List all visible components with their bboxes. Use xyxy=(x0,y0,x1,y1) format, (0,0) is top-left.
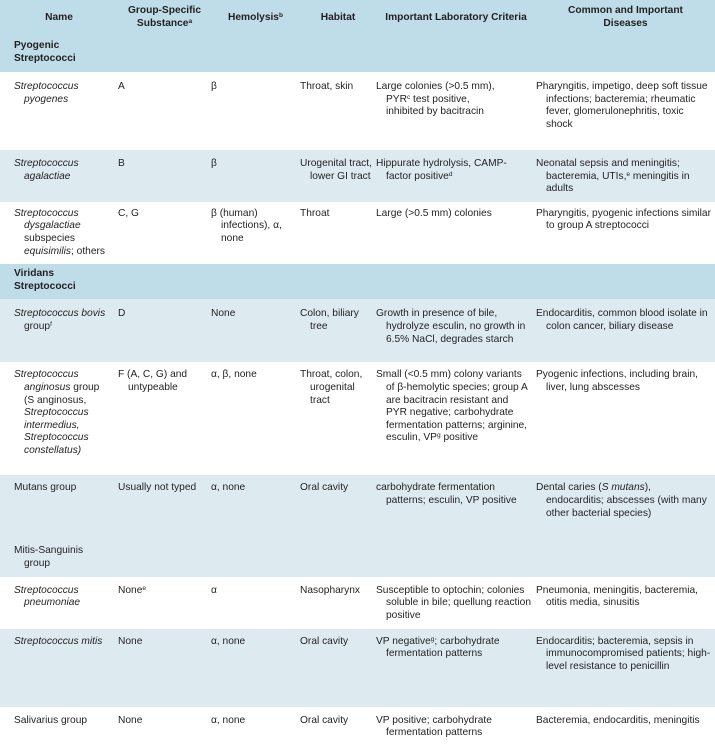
diseases-cell: Endocarditis, common blood isolate in colon cancer, biliary disease xyxy=(536,299,715,362)
habitat-cell: Throat xyxy=(300,202,376,264)
table-row xyxy=(0,577,715,629)
hemolysis-cell: α, none xyxy=(211,475,300,537)
col-group-substance: Group-Specific Substance$^a$ xyxy=(118,0,211,36)
habitat-cell: Colon, biliary tree xyxy=(300,299,376,362)
table-row xyxy=(0,150,715,202)
habitat-cell: Oral cavity xyxy=(300,475,376,537)
header-row xyxy=(0,0,715,36)
habitat-cell: Throat, skin xyxy=(300,72,376,150)
section-title-viridans: Viridans Streptococci xyxy=(0,264,118,299)
habitat-cell: Throat, colon, urogenital tract xyxy=(300,362,376,475)
group-cell: Usually not typed xyxy=(118,475,211,537)
group-cell: None xyxy=(118,629,211,707)
table-row xyxy=(0,72,715,150)
group-cell: C, G xyxy=(118,202,211,264)
hemolysis-cell: β xyxy=(211,72,300,150)
name-cell: Streptococcus pneumoniae xyxy=(0,577,118,629)
criteria-cell: Growth in presence of bile, hydrolyze esculin, no growth in 6.5% NaCl, degrades starch xyxy=(376,299,536,362)
col-diseases: Common and Important Diseases xyxy=(536,0,715,36)
table-row xyxy=(0,475,715,537)
name-cell: Streptococcus anginosus group (S anginosus, Streptococcus intermedius, Streptococcus constellatus) xyxy=(0,362,118,475)
diseases-cell: Pyogenic infections, including brain, liver, lung abscesses xyxy=(536,362,715,475)
criteria-cell: Hippurate hydrolysis, CAMP- factor positive$^d$ xyxy=(376,150,536,202)
diseases-cell: Pharyngitis, impetigo, deep soft tissue infections; bacteremia; rheumatic fever, glomerulonephritis, toxic shock xyxy=(536,72,715,150)
col-habitat: Habitat xyxy=(300,0,376,36)
group-cell: F (A, C, G) and untypeable xyxy=(118,362,211,475)
table-row xyxy=(0,707,715,748)
diseases-cell: Endocarditis; bacteremia, sepsis in immunocompromised patients; high-level resistance to penicillin xyxy=(536,629,715,707)
section-title-pyogenic: Pyogenic Streptococci xyxy=(0,36,118,72)
habitat-cell: Nasopharynx xyxy=(300,577,376,629)
name-cell: Streptococcus dysgalactiae subspecies equisimilis; others xyxy=(0,202,118,264)
col-criteria: Important Laboratory Criteria xyxy=(376,0,536,36)
criteria-cell: Large colonies (>0.5 mm), PYR$^c$ test positive, inhibited by bacitracin xyxy=(376,72,536,150)
diseases-cell: Pneumonia, meningitis, bacteremia, otitis media, sinusitis xyxy=(536,577,715,629)
criteria-cell: carbohydrate fermentation patterns; esculin, VP positive xyxy=(376,475,536,537)
hemolysis-cell: α, none xyxy=(211,629,300,707)
table-row xyxy=(0,629,715,707)
habitat-cell: Urogenital tract, lower GI tract xyxy=(300,150,376,202)
table-row xyxy=(0,362,715,475)
criteria-cell: Small (<0.5 mm) colony variants of β-hemolytic species; group A are bacitracin resistant and PYR negative; carbohydrate fermentation patterns; arginine, esculin, $VP^g$ positive xyxy=(376,362,536,475)
criteria-cell: Large (>0.5 mm) colonies xyxy=(376,202,536,264)
criteria-cell: Susceptible to optochin; colonies soluble in bile; quellung reaction positive xyxy=(376,577,536,629)
group-cell: None xyxy=(118,707,211,748)
criteria-cell: VP positive; carbohydrate fermentation patterns xyxy=(376,707,536,748)
hemolysis-cell: β xyxy=(211,150,300,202)
criteria-cell: VP negative$^g$; carbohydrate fermentation patterns xyxy=(376,629,536,707)
table-row xyxy=(0,299,715,362)
habitat-cell: Oral cavity xyxy=(300,629,376,707)
hemolysis-cell: None xyxy=(211,299,300,362)
col-name: Name xyxy=(0,0,118,36)
name-cell: Mutans group xyxy=(0,475,118,537)
diseases-cell: Pharyngitis, pyogenic infections similar to group A streptococci xyxy=(536,202,715,264)
group-cell: B xyxy=(118,150,211,202)
hemolysis-cell: α, β, none xyxy=(211,362,300,475)
hemolysis-cell: β (human) infections), α, none xyxy=(211,202,300,264)
hemolysis-cell: α, none xyxy=(211,707,300,748)
section-row-pyogenic xyxy=(0,36,715,72)
group-cell: None$^e$ xyxy=(118,577,211,629)
diseases-cell: Dental caries (S mutans), endocarditis; abscesses (with many other bacterial species) xyxy=(536,475,715,537)
col-hemolysis: Hemolysis$^b$ xyxy=(211,0,300,36)
section-row-viridans xyxy=(0,264,715,299)
hemolysis-cell: α xyxy=(211,577,300,629)
table-row xyxy=(0,202,715,264)
name-cell: Streptococcus bovis group$^f$ xyxy=(0,299,118,362)
name-cell: Streptococcus agalactiae xyxy=(0,150,118,202)
group-cell: D xyxy=(118,299,211,362)
habitat-cell: Oral cavity xyxy=(300,707,376,748)
name-cell: Salivarius group xyxy=(0,707,118,748)
group-cell: A xyxy=(118,72,211,150)
diseases-cell: Neonatal sepsis and meningitis; bacteremia, UTIs,$^e$ meningitis in adults xyxy=(536,150,715,202)
diseases-cell: Bacteremia, endocarditis, meningitis xyxy=(536,707,715,748)
section-row-mitis xyxy=(0,537,715,576)
subsection-title-mitis: Mitis-Sanguinis group xyxy=(0,537,118,576)
name-cell: Streptococcus mitis xyxy=(0,629,118,707)
name-cell: Streptococcus pyogenes xyxy=(0,72,118,150)
